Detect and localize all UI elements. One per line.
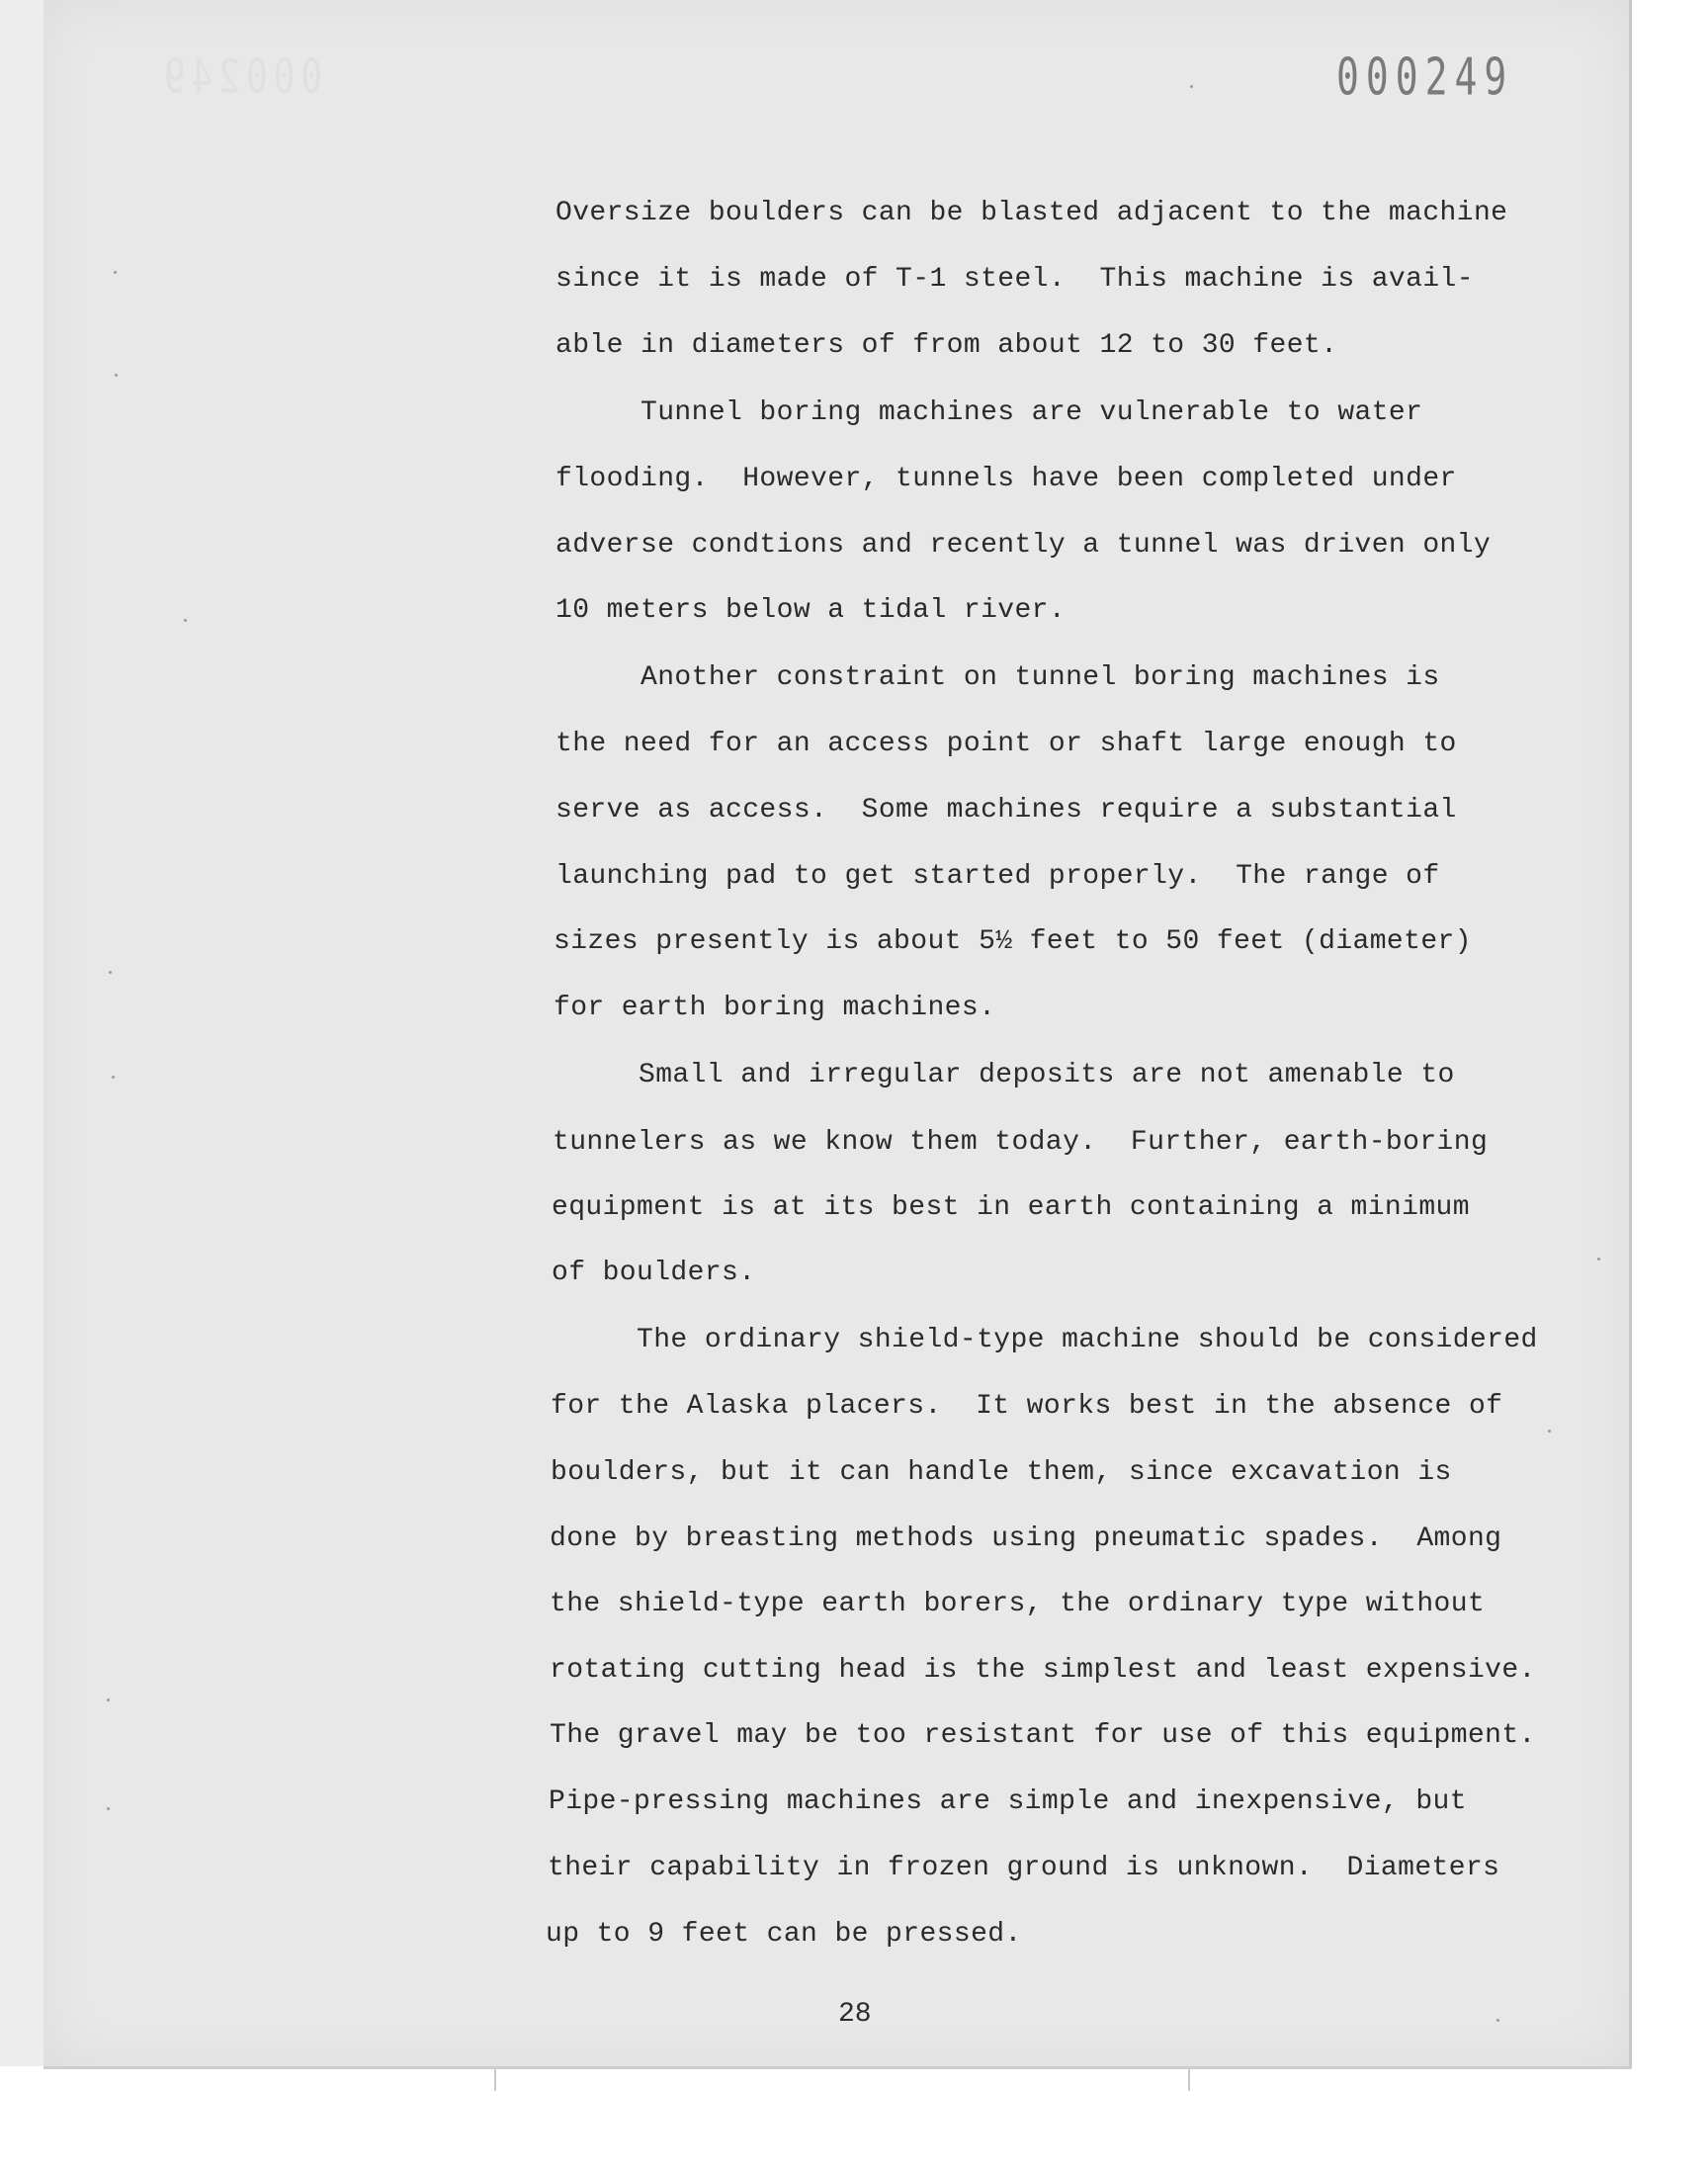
text-line: The ordinary shield-type machine should be considered xyxy=(552,1325,1538,1355)
scan-bottom-margin xyxy=(0,2069,1708,2175)
text-line: the need for an access point or shaft large enough to xyxy=(555,729,1457,759)
page-number: 28 xyxy=(838,1999,872,2030)
text-line: of boulders. xyxy=(552,1258,756,1288)
text-line: for the Alaska placers. It works best in the absence of xyxy=(551,1391,1503,1422)
text-line: since it is made of T-1 steel. This machine is avail- xyxy=(555,264,1474,295)
text-line: boulders, but it can handle them, since excavation is xyxy=(551,1457,1452,1488)
text-line: 10 meters below a tidal river. xyxy=(555,595,1067,626)
bleed-through-stamp: 000249 xyxy=(158,51,323,105)
scan-speck xyxy=(109,971,112,974)
scan-speck xyxy=(112,1076,115,1079)
document-stamp-number: 000249 xyxy=(1336,47,1514,107)
scan-speck xyxy=(1548,1430,1551,1433)
scan-speck xyxy=(184,619,187,622)
scan-speck xyxy=(107,1807,110,1810)
scan-speck xyxy=(1597,1258,1600,1261)
text-line: Small and irregular deposits are not amenable to xyxy=(554,1060,1455,1090)
fold-mark xyxy=(1188,2069,1190,2091)
text-line: for earth boring machines. xyxy=(554,993,996,1023)
text-line: launching pad to get started properly. The range of xyxy=(555,861,1440,892)
scan-speck xyxy=(115,374,118,377)
text-line: their capability in frozen ground is unknown. Diameters xyxy=(548,1853,1500,1883)
scan-speck xyxy=(1496,2019,1499,2022)
text-line: Pipe-pressing machines are simple and inexpensive, but xyxy=(549,1786,1467,1817)
fold-mark xyxy=(494,2069,496,2091)
scan-speck xyxy=(107,1698,110,1701)
text-line: up to 9 feet can be pressed. xyxy=(546,1919,1022,1950)
scan-speck xyxy=(1190,85,1193,88)
text-line: the shield-type earth borers, the ordinary type without xyxy=(550,1589,1486,1619)
text-line: flooding. However, tunnels have been completed under xyxy=(555,464,1457,494)
text-line: adverse condtions and recently a tunnel was driven only xyxy=(555,530,1492,561)
text-line: The gravel may be too resistant for use of this equipment. xyxy=(550,1720,1536,1751)
text-line: Another constraint on tunnel boring machines is xyxy=(555,662,1440,693)
text-line: sizes presently is about 5½ feet to 50 feet (diameter) xyxy=(554,926,1472,957)
text-line: equipment is at its best in earth containing a minimum xyxy=(552,1192,1470,1223)
text-line: Oversize boulders can be blasted adjacent to the machine xyxy=(555,198,1508,228)
scan-margin xyxy=(0,0,43,2066)
text-line: able in diameters of from about 12 to 30 feet. xyxy=(555,330,1338,361)
document-sheet xyxy=(43,0,1632,2069)
text-line: tunnelers as we know them today. Further, earth-boring xyxy=(553,1127,1489,1158)
text-line: Tunnel boring machines are vulnerable to water xyxy=(555,397,1423,428)
text-line: serve as access. Some machines require a substantial xyxy=(555,795,1457,826)
text-line: done by breasting methods using pneumatic spades. Among xyxy=(550,1523,1502,1554)
text-line: rotating cutting head is the simplest and least expensive. xyxy=(550,1655,1536,1686)
scan-speck xyxy=(114,271,117,274)
